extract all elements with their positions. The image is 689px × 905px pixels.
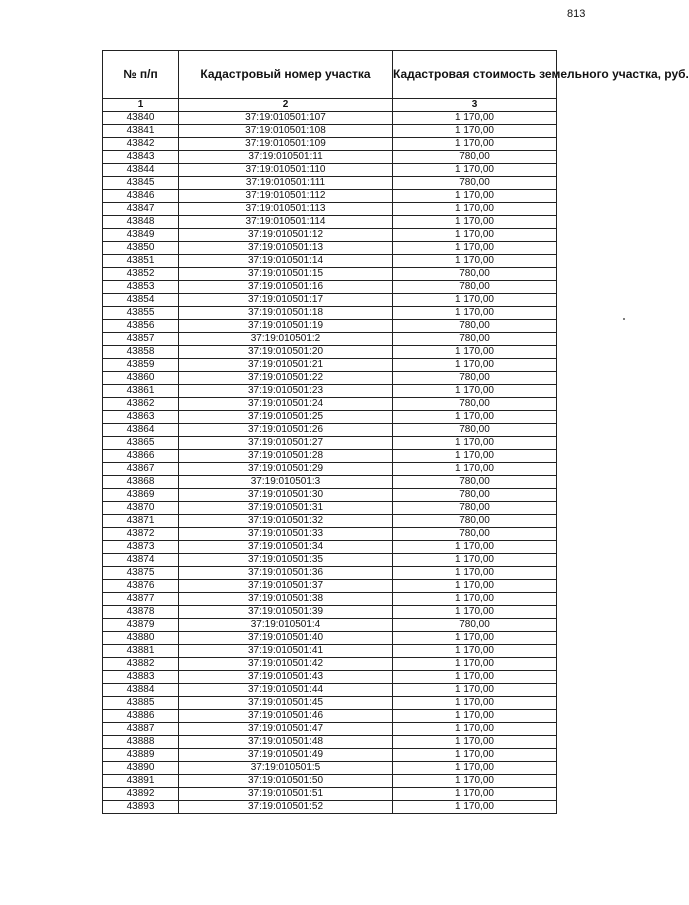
- cadastral-value-cell: 1 170,00: [393, 125, 557, 138]
- cadastral-number-cell: 37:19:010501:22: [179, 372, 393, 385]
- table-row: [103, 528, 557, 541]
- table-row: [103, 580, 557, 593]
- cadastral-number-cell: 37:19:010501:34: [179, 541, 393, 554]
- cadastral-table: [102, 50, 689, 814]
- cadastral-number-cell: 37:19:010501:109: [179, 138, 393, 151]
- row-number-cell: 43866: [103, 450, 179, 463]
- row-number-cell: 43877: [103, 593, 179, 606]
- cadastral-number-cell: 37:19:010501:48: [179, 736, 393, 749]
- cadastral-number-cell: 37:19:010501:29: [179, 463, 393, 476]
- row-number-cell: 43887: [103, 723, 179, 736]
- table-row: [103, 723, 557, 736]
- cadastral-number-cell: 37:19:010501:11: [179, 151, 393, 164]
- row-number-cell: 43882: [103, 658, 179, 671]
- row-number-cell: 43860: [103, 372, 179, 385]
- row-number-cell: 43855: [103, 307, 179, 320]
- scan-speck: [623, 318, 625, 320]
- cadastral-value-cell: 780,00: [393, 528, 557, 541]
- table-row: [103, 606, 557, 619]
- cadastral-value-cell: 1 170,00: [393, 697, 557, 710]
- cadastral-value-cell: 1 170,00: [393, 346, 557, 359]
- cadastral-value-cell: 1 170,00: [393, 749, 557, 762]
- cadastral-number-cell: 37:19:010501:21: [179, 359, 393, 372]
- cadastral-value-cell: 1 170,00: [393, 229, 557, 242]
- row-number-cell: 43864: [103, 424, 179, 437]
- row-number-cell: 43878: [103, 606, 179, 619]
- table-row: [103, 268, 557, 281]
- table-row: [103, 619, 557, 632]
- cadastral-number-cell: 37:19:010501:44: [179, 684, 393, 697]
- column-number: 1: [103, 99, 179, 112]
- row-number-cell: 43893: [103, 801, 179, 814]
- table-row: [103, 242, 557, 255]
- cadastral-number-cell: 37:19:010501:33: [179, 528, 393, 541]
- table-row: [103, 710, 557, 723]
- table-row: [103, 424, 557, 437]
- header-number: № п/п: [103, 51, 179, 99]
- table-row: [103, 333, 557, 346]
- table-row: [103, 775, 557, 788]
- cadastral-value-cell: 1 170,00: [393, 359, 557, 372]
- cadastral-number-cell: 37:19:010501:37: [179, 580, 393, 593]
- table-row: [103, 385, 557, 398]
- cadastral-number-cell: 37:19:010501:18: [179, 307, 393, 320]
- column-number: 3: [393, 99, 557, 112]
- row-number-cell: 43884: [103, 684, 179, 697]
- cadastral-value-cell: 780,00: [393, 333, 557, 346]
- row-number-cell: 43873: [103, 541, 179, 554]
- cadastral-number-cell: 37:19:010501:35: [179, 554, 393, 567]
- cadastral-number-cell: 37:19:010501:113: [179, 203, 393, 216]
- cadastral-value-cell: 1 170,00: [393, 788, 557, 801]
- cadastral-value-cell: 1 170,00: [393, 593, 557, 606]
- cadastral-number-cell: 37:19:010501:36: [179, 567, 393, 580]
- cadastral-value-cell: 1 170,00: [393, 606, 557, 619]
- cadastral-number-cell: 37:19:010501:49: [179, 749, 393, 762]
- cadastral-value-cell: 1 170,00: [393, 385, 557, 398]
- table-row: [103, 125, 557, 138]
- table-row: [103, 736, 557, 749]
- cadastral-number-cell: 37:19:010501:112: [179, 190, 393, 203]
- table-row: [103, 541, 557, 554]
- cadastral-value-cell: 780,00: [393, 320, 557, 333]
- cadastral-value-cell: 780,00: [393, 515, 557, 528]
- table-row: [103, 762, 557, 775]
- cadastral-value-cell: 1 170,00: [393, 632, 557, 645]
- cadastral-number-cell: 37:19:010501:25: [179, 411, 393, 424]
- cadastral-value-cell: 1 170,00: [393, 450, 557, 463]
- table-row: [103, 203, 557, 216]
- row-number-cell: 43856: [103, 320, 179, 333]
- cadastral-number-cell: 37:19:010501:31: [179, 502, 393, 515]
- table-row: [103, 645, 557, 658]
- cadastral-value-cell: 1 170,00: [393, 554, 557, 567]
- table-row: [103, 697, 557, 710]
- table-row: [103, 190, 557, 203]
- table-row: [103, 554, 557, 567]
- table-row: [103, 502, 557, 515]
- cadastral-number-cell: 37:19:010501:45: [179, 697, 393, 710]
- table-row: [103, 632, 557, 645]
- row-number-cell: 43851: [103, 255, 179, 268]
- cadastral-number-cell: 37:19:010501:111: [179, 177, 393, 190]
- cadastral-number-cell: 37:19:010501:30: [179, 489, 393, 502]
- row-number-cell: 43888: [103, 736, 179, 749]
- row-number-cell: 43891: [103, 775, 179, 788]
- cadastral-value-cell: 780,00: [393, 372, 557, 385]
- row-number-cell: 43852: [103, 268, 179, 281]
- cadastral-number-cell: 37:19:010501:27: [179, 437, 393, 450]
- cadastral-number-cell: 37:19:010501:24: [179, 398, 393, 411]
- row-number-cell: 43871: [103, 515, 179, 528]
- table-row: [103, 372, 557, 385]
- row-number-cell: 43875: [103, 567, 179, 580]
- table-row: [103, 112, 557, 125]
- cadastral-number-cell: 37:19:010501:43: [179, 671, 393, 684]
- cadastral-value-cell: 1 170,00: [393, 541, 557, 554]
- cadastral-value-cell: 1 170,00: [393, 112, 557, 125]
- cadastral-number-cell: 37:19:010501:16: [179, 281, 393, 294]
- table-row: [103, 671, 557, 684]
- row-number-cell: 43842: [103, 138, 179, 151]
- header-cadastral-value: Кадастровая стоимость земельного участка, руб.: [393, 51, 557, 99]
- cadastral-number-cell: 37:19:010501:12: [179, 229, 393, 242]
- table-row: [103, 294, 557, 307]
- table-row: [103, 463, 557, 476]
- cadastral-number-cell: 37:19:010501:110: [179, 164, 393, 177]
- cadastral-number-cell: 37:19:010501:42: [179, 658, 393, 671]
- table-row: [103, 320, 557, 333]
- row-number-cell: 43858: [103, 346, 179, 359]
- cadastral-value-cell: 1 170,00: [393, 138, 557, 151]
- row-number-cell: 43843: [103, 151, 179, 164]
- cadastral-value-cell: 780,00: [393, 151, 557, 164]
- row-number-cell: 43850: [103, 242, 179, 255]
- cadastral-value-cell: 1 170,00: [393, 736, 557, 749]
- cadastral-value-cell: 1 170,00: [393, 242, 557, 255]
- row-number-cell: 43879: [103, 619, 179, 632]
- table-header-row: [103, 51, 557, 99]
- cadastral-number-cell: 37:19:010501:46: [179, 710, 393, 723]
- cadastral-number-cell: 37:19:010501:38: [179, 593, 393, 606]
- row-number-cell: 43890: [103, 762, 179, 775]
- row-number-cell: 43889: [103, 749, 179, 762]
- row-number-cell: 43886: [103, 710, 179, 723]
- cadastral-value-cell: 1 170,00: [393, 437, 557, 450]
- row-number-cell: 43840: [103, 112, 179, 125]
- cadastral-value-cell: 780,00: [393, 281, 557, 294]
- cadastral-value-cell: 1 170,00: [393, 723, 557, 736]
- cadastral-number-cell: 37:19:010501:50: [179, 775, 393, 788]
- table-row: [103, 437, 557, 450]
- cadastral-number-cell: 37:19:010501:14: [179, 255, 393, 268]
- cadastral-value-cell: 1 170,00: [393, 567, 557, 580]
- cadastral-value-cell: 780,00: [393, 619, 557, 632]
- cadastral-number-cell: 37:19:010501:32: [179, 515, 393, 528]
- cadastral-value-cell: 1 170,00: [393, 164, 557, 177]
- cadastral-value-cell: 1 170,00: [393, 710, 557, 723]
- page-number: 813: [567, 8, 586, 20]
- row-number-cell: 43848: [103, 216, 179, 229]
- table-row: [103, 515, 557, 528]
- row-number-cell: 43892: [103, 788, 179, 801]
- row-number-cell: 43872: [103, 528, 179, 541]
- cadastral-value-cell: 1 170,00: [393, 255, 557, 268]
- table-row: [103, 801, 557, 814]
- cadastral-number-cell: 37:19:010501:3: [179, 476, 393, 489]
- row-number-cell: 43876: [103, 580, 179, 593]
- cadastral-value-cell: 1 170,00: [393, 307, 557, 320]
- cadastral-number-cell: 37:19:010501:5: [179, 762, 393, 775]
- cadastral-value-cell: 1 170,00: [393, 671, 557, 684]
- table-row: [103, 567, 557, 580]
- cadastral-value-cell: 780,00: [393, 424, 557, 437]
- cadastral-number-cell: 37:19:010501:28: [179, 450, 393, 463]
- cadastral-number-cell: 37:19:010501:23: [179, 385, 393, 398]
- cadastral-value-cell: 1 170,00: [393, 190, 557, 203]
- table-row: [103, 398, 557, 411]
- row-number-cell: 43847: [103, 203, 179, 216]
- table-row: [103, 411, 557, 424]
- cadastral-value-cell: 1 170,00: [393, 294, 557, 307]
- cadastral-value-cell: 780,00: [393, 177, 557, 190]
- cadastral-number-cell: 37:19:010501:15: [179, 268, 393, 281]
- cadastral-value-cell: 1 170,00: [393, 801, 557, 814]
- cadastral-number-cell: 37:19:010501:17: [179, 294, 393, 307]
- cadastral-number-cell: 37:19:010501:39: [179, 606, 393, 619]
- cadastral-value-cell: 1 170,00: [393, 411, 557, 424]
- cadastral-value-cell: 1 170,00: [393, 645, 557, 658]
- table-row: [103, 229, 557, 242]
- table-row: [103, 359, 557, 372]
- row-number-cell: 43862: [103, 398, 179, 411]
- row-number-cell: 43845: [103, 177, 179, 190]
- row-number-cell: 43869: [103, 489, 179, 502]
- cadastral-number-cell: 37:19:010501:4: [179, 619, 393, 632]
- cadastral-value-cell: 1 170,00: [393, 762, 557, 775]
- table-row: [103, 749, 557, 762]
- header-cadastral-number: Кадастровый номер участка: [179, 51, 393, 99]
- cadastral-number-cell: 37:19:010501:26: [179, 424, 393, 437]
- cadastral-number-cell: 37:19:010501:2: [179, 333, 393, 346]
- table-row: [103, 151, 557, 164]
- cadastral-number-cell: 37:19:010501:47: [179, 723, 393, 736]
- row-number-cell: 43846: [103, 190, 179, 203]
- table-row: [103, 658, 557, 671]
- row-number-cell: 43861: [103, 385, 179, 398]
- cadastral-value-cell: 780,00: [393, 502, 557, 515]
- table-row: [103, 164, 557, 177]
- row-number-cell: 43874: [103, 554, 179, 567]
- row-number-cell: 43854: [103, 294, 179, 307]
- column-number-row: [103, 99, 557, 112]
- table-row: [103, 177, 557, 190]
- cadastral-value-cell: 780,00: [393, 398, 557, 411]
- cadastral-value-cell: 1 170,00: [393, 463, 557, 476]
- cadastral-value-cell: 780,00: [393, 476, 557, 489]
- row-number-cell: 43849: [103, 229, 179, 242]
- row-number-cell: 43868: [103, 476, 179, 489]
- cadastral-value-cell: 1 170,00: [393, 684, 557, 697]
- cadastral-number-cell: 37:19:010501:20: [179, 346, 393, 359]
- row-number-cell: 43863: [103, 411, 179, 424]
- cadastral-number-cell: 37:19:010501:107: [179, 112, 393, 125]
- cadastral-number-cell: 37:19:010501:41: [179, 645, 393, 658]
- table-row: [103, 489, 557, 502]
- row-number-cell: 43859: [103, 359, 179, 372]
- cadastral-value-cell: 1 170,00: [393, 580, 557, 593]
- row-number-cell: 43844: [103, 164, 179, 177]
- row-number-cell: 43870: [103, 502, 179, 515]
- cadastral-number-cell: 37:19:010501:40: [179, 632, 393, 645]
- cadastral-number-cell: 37:19:010501:13: [179, 242, 393, 255]
- table-row: [103, 138, 557, 151]
- cadastral-number-cell: 37:19:010501:108: [179, 125, 393, 138]
- column-number: 2: [179, 99, 393, 112]
- cadastral-number-cell: 37:19:010501:52: [179, 801, 393, 814]
- table-row: [103, 307, 557, 320]
- row-number-cell: 43841: [103, 125, 179, 138]
- table-row: [103, 476, 557, 489]
- cadastral-value-cell: 1 170,00: [393, 203, 557, 216]
- cadastral-number-cell: 37:19:010501:114: [179, 216, 393, 229]
- row-number-cell: 43865: [103, 437, 179, 450]
- row-number-cell: 43853: [103, 281, 179, 294]
- table-row: [103, 346, 557, 359]
- row-number-cell: 43885: [103, 697, 179, 710]
- table-row: [103, 450, 557, 463]
- cadastral-number-cell: 37:19:010501:51: [179, 788, 393, 801]
- table-row: [103, 216, 557, 229]
- row-number-cell: 43881: [103, 645, 179, 658]
- table-row: [103, 255, 557, 268]
- table-row: [103, 281, 557, 294]
- row-number-cell: 43883: [103, 671, 179, 684]
- cadastral-number-cell: 37:19:010501:19: [179, 320, 393, 333]
- row-number-cell: 43867: [103, 463, 179, 476]
- cadastral-value-cell: 1 170,00: [393, 216, 557, 229]
- row-number-cell: 43857: [103, 333, 179, 346]
- table-row: [103, 788, 557, 801]
- cadastral-value-cell: 1 170,00: [393, 775, 557, 788]
- table-row: [103, 593, 557, 606]
- cadastral-value-cell: 780,00: [393, 268, 557, 281]
- row-number-cell: 43880: [103, 632, 179, 645]
- cadastral-value-cell: 780,00: [393, 489, 557, 502]
- cadastral-value-cell: 1 170,00: [393, 658, 557, 671]
- table-row: [103, 684, 557, 697]
